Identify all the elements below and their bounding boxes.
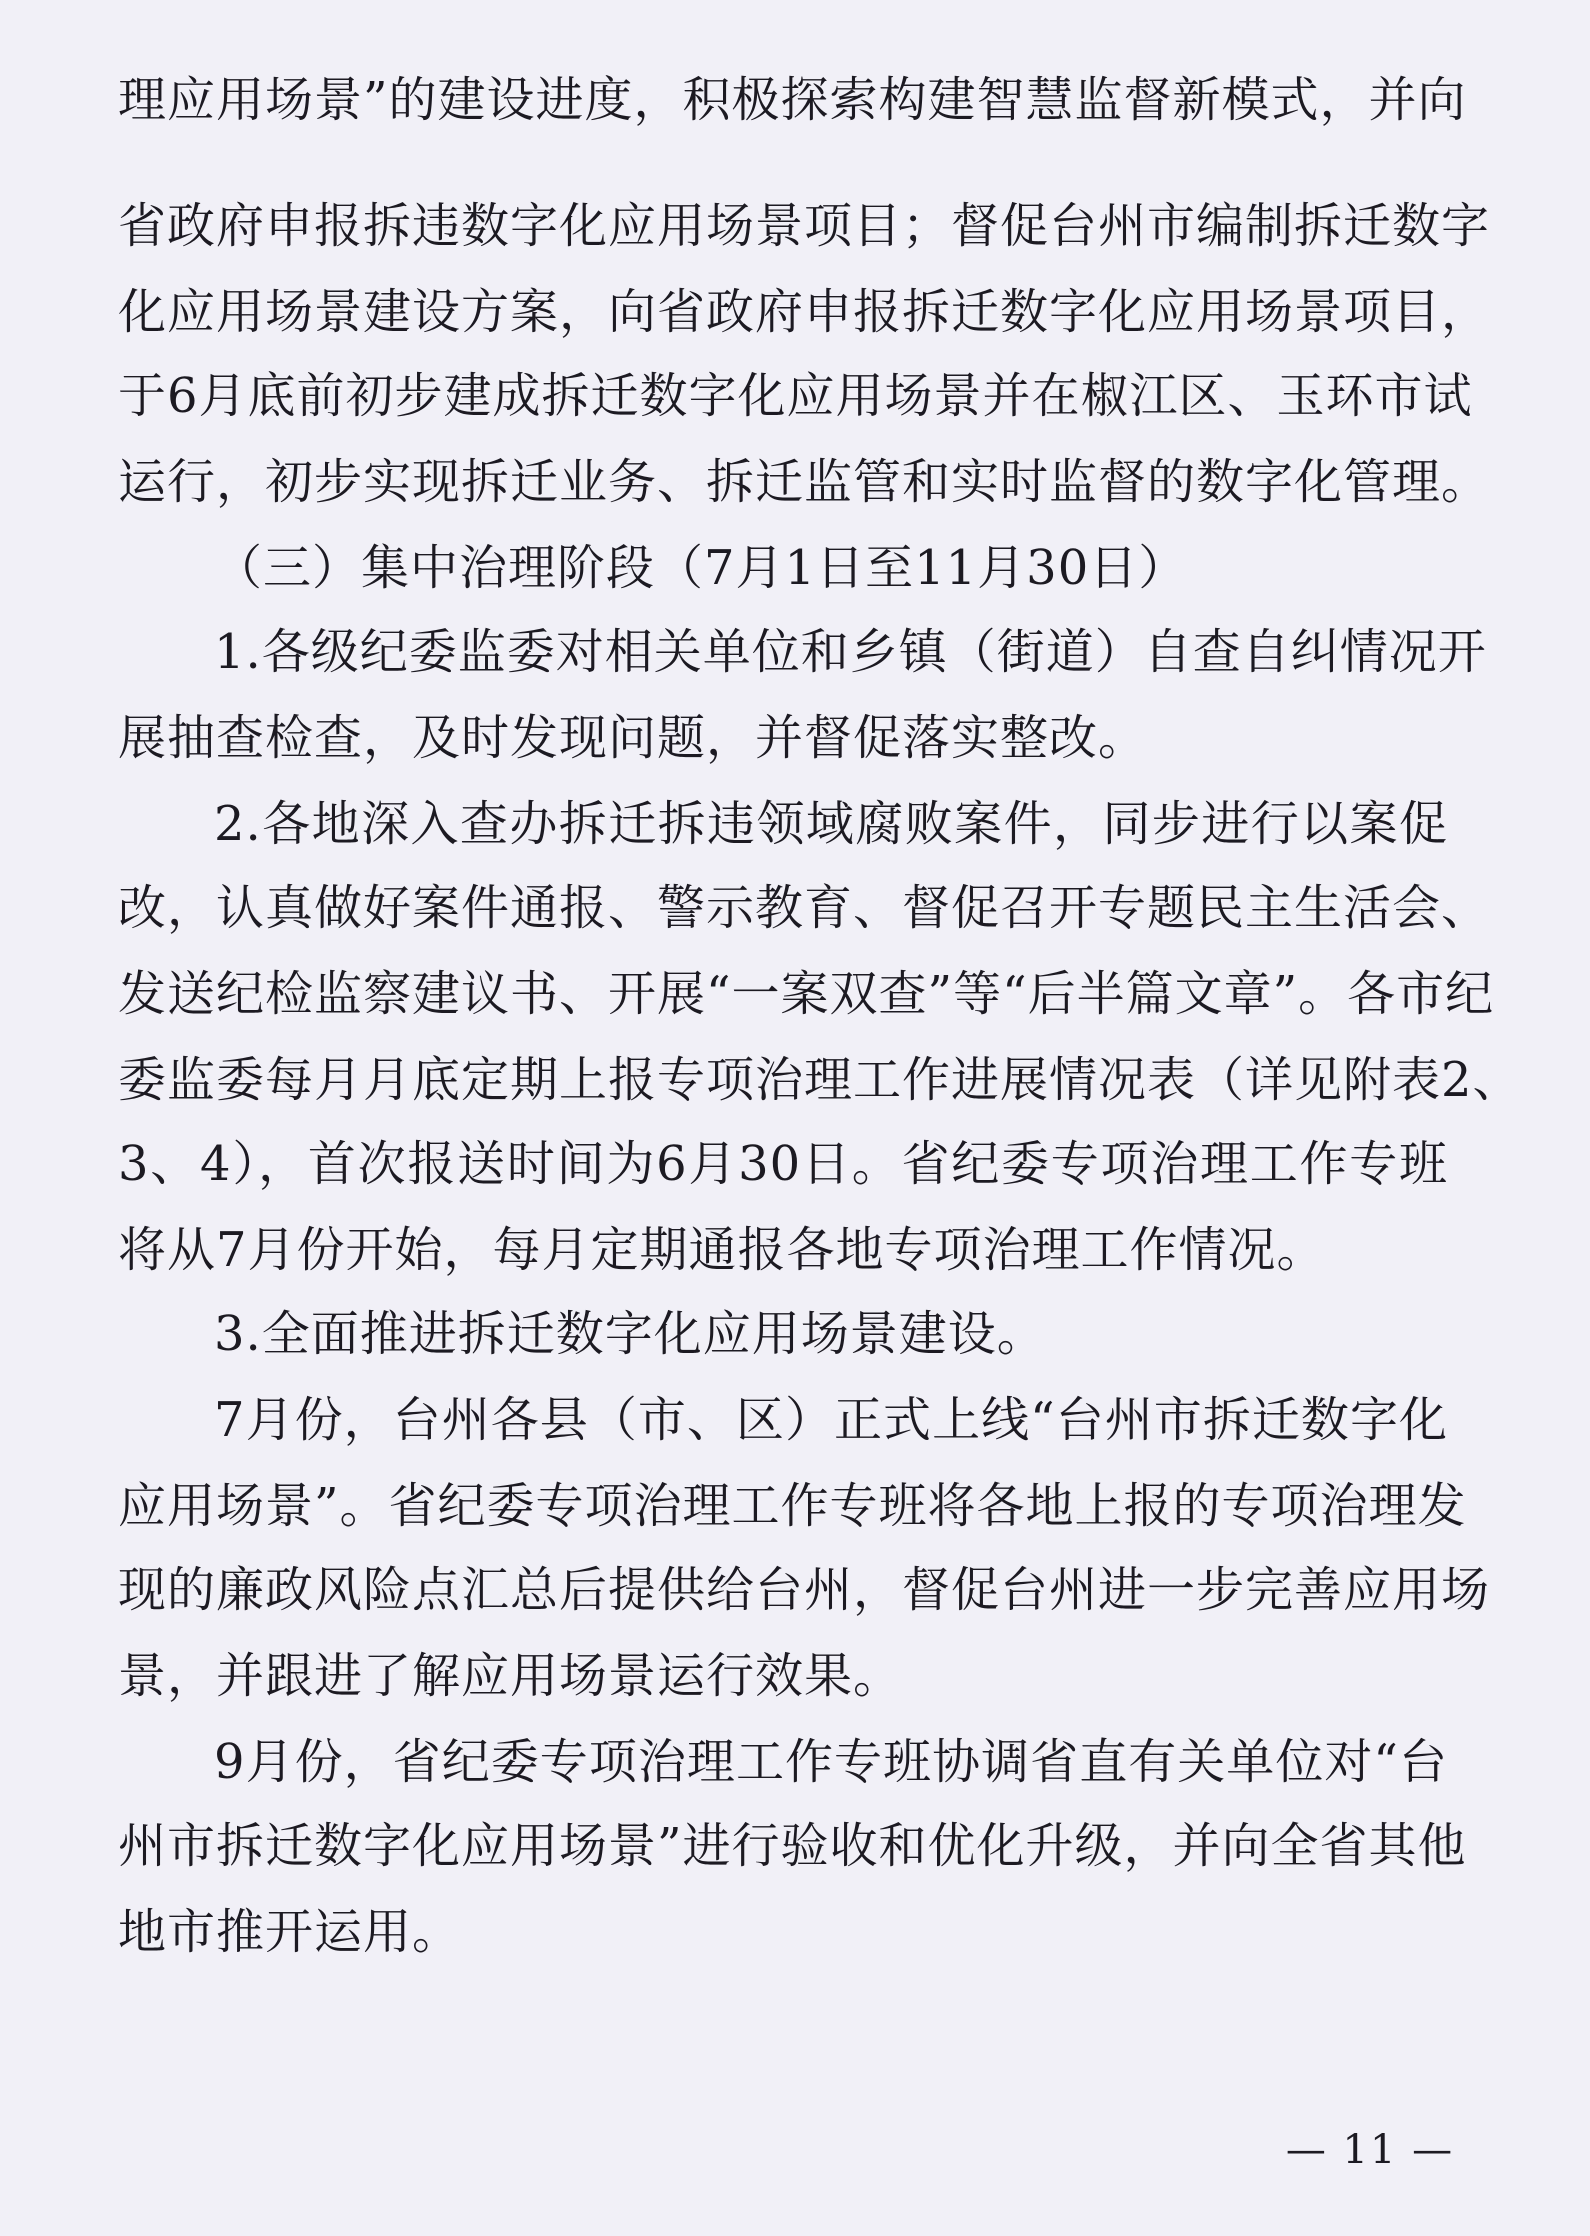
body-text-line: 展抽查检查，及时发现问题，并督促落实整改。: [118, 710, 1148, 766]
body-text-line: 将从7月份开始，每月定期通报各地专项治理工作情况。: [118, 1222, 1326, 1278]
page-number: — 11 —: [1285, 2127, 1455, 2173]
body-text-line: 地市推开运用。: [118, 1904, 462, 1960]
body-text-line: 委监委每月月底定期上报专项治理工作进展情况表（详见附表2、: [118, 1052, 1522, 1108]
body-text-line: 发送纪检监察建议书、开展“一案双查”等“后半篇文章”。各市纪: [118, 966, 1495, 1022]
section-heading: （三）集中治理阶段（7月1日至11月30日）: [214, 540, 1188, 596]
body-text-line: 化应用场景建设方案，向省政府申报拆迁数字化应用场景项目，: [118, 284, 1491, 340]
body-text-line: 应用场景”。省纪委专项治理工作专班将各地上报的专项治理发: [118, 1478, 1467, 1534]
body-text-line: 州市拆迁数字化应用场景”进行验收和优化升级，并向全省其他: [118, 1818, 1467, 1874]
body-text-line: 景，并跟进了解应用场景运行效果。: [118, 1648, 903, 1704]
body-text-line: 省政府申报拆违数字化应用场景项目；督促台州市编制拆迁数字: [118, 198, 1491, 254]
list-item-3: 3.全面推进拆迁数字化应用场景建设。: [214, 1306, 1046, 1362]
body-text-line: 现的廉政风险点汇总后提供给台州，督促台州进一步完善应用场: [118, 1562, 1491, 1618]
body-text-line: 改，认真做好案件通报、警示教育、督促召开专题民主生活会、: [118, 880, 1491, 936]
body-text-line: 于6月底前初步建成拆迁数字化应用场景并在椒江区、玉环市试: [118, 368, 1473, 424]
list-item-1: 1.各级纪委监委对相关单位和乡镇（街道）自查自纠情况开: [214, 624, 1487, 680]
body-text-line: 理应用场景”的建设进度，积极探索构建智慧监督新模式，并向: [118, 72, 1467, 128]
list-item-2: 2.各地深入查办拆迁拆违领域腐败案件，同步进行以案促: [214, 796, 1448, 852]
body-text-line: 7月份，台州各县（市、区）正式上线“台州市拆迁数字化: [214, 1392, 1448, 1448]
body-text-line: 运行，初步实现拆迁业务、拆迁监管和实时监督的数字化管理。: [118, 454, 1491, 510]
body-text-line: 3、4），首次报送时间为6月30日。省纪委专项治理工作专班: [118, 1136, 1448, 1192]
body-text-line: 9月份，省纪委专项治理工作专班协调省直有关单位对“台: [214, 1734, 1448, 1790]
